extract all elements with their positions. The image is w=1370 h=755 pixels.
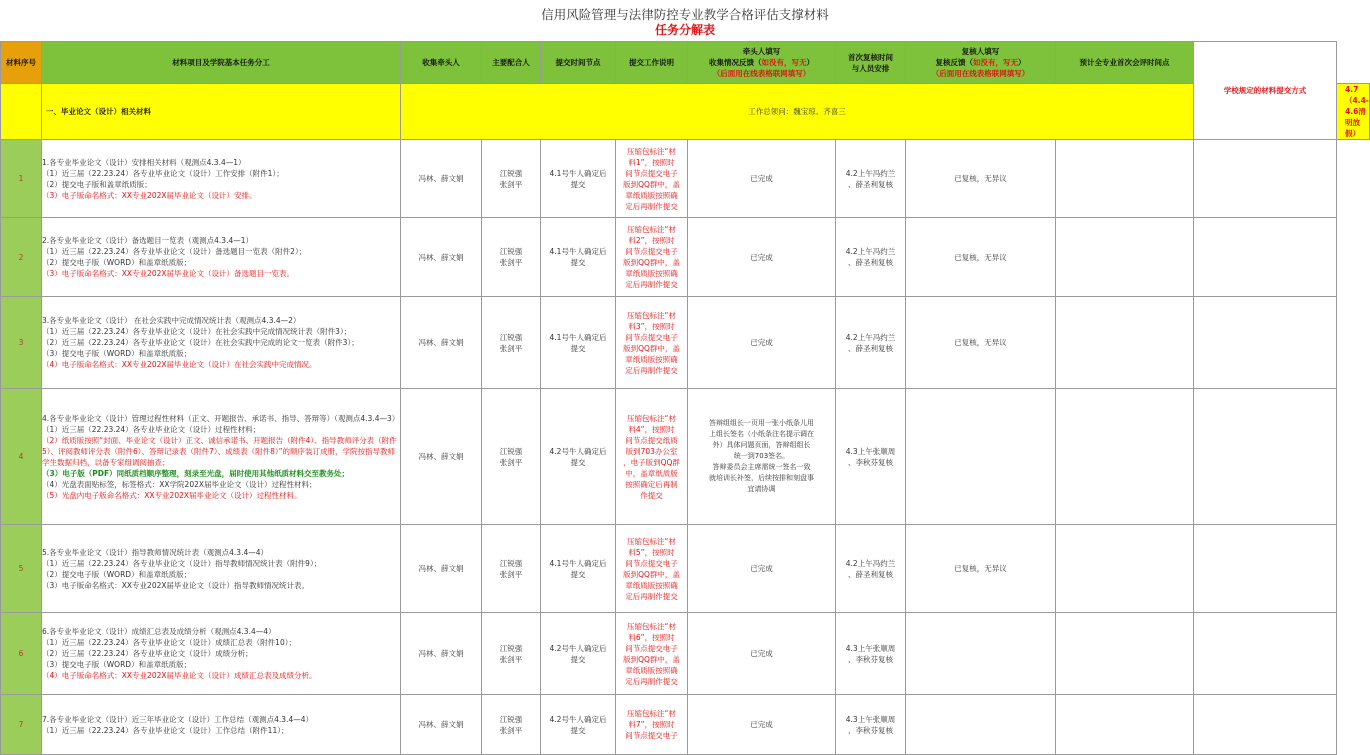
section-group-leaders[interactable]: 工作总领问：魏宝琼、齐喜三 [401, 84, 1194, 140]
material-line: （1）近三届（22.23.24）各专业毕业论文（设计）备选题目一览表（附件2）； [42, 247, 307, 256]
row-deadline[interactable] [541, 218, 616, 297]
row-estimate[interactable] [1056, 297, 1194, 389]
task-table [0, 41, 1370, 755]
row-lead-feedback[interactable] [688, 140, 836, 218]
material-line: （3）电子版（PDF）同纸质档顺序整理，刻录至光盘，届时使用其他纸质材料交至教务处； [42, 468, 350, 478]
header-material[interactable]: 材料项目及学院基本任务分工 [42, 42, 401, 84]
header-lead-feedback-l2 [688, 57, 835, 68]
row-first-review[interactable] [836, 297, 906, 389]
first-review-line: 4.3上午张顺周 [845, 714, 896, 724]
material-line: （2）近三届（22.23.24）各专业毕业论文（设计）在社会实践中完成的论文一览表（附件3）； [42, 338, 359, 347]
row-partner[interactable] [482, 695, 541, 755]
row-estimate[interactable] [1056, 389, 1194, 525]
header-reviewer-l1: 复核人填写 [961, 47, 1000, 56]
header-lead-feedback-l2a: 收集情况反馈（ [709, 58, 762, 67]
row-school-rule[interactable] [1194, 140, 1337, 218]
material-line: （3）电子版命名格式：XX专业202X届毕业论文（设计）指导教师情况统计表。 [42, 580, 309, 590]
explain-line: 版到QQ群中，盖 [623, 258, 680, 267]
first-review-line: 4.2上午冯约兰 [845, 168, 896, 178]
explain-line: 定后再制作提交 [625, 280, 678, 289]
row-school-rule[interactable] [1194, 389, 1337, 525]
explain-line: 中，盖章纸质版 [625, 468, 678, 478]
deadline-line: 4.2号牛人确定后 [549, 446, 607, 456]
row-seq[interactable]: 7 [1, 695, 42, 755]
explain-line: 压缩包标注“材 [627, 225, 676, 234]
section-estimate[interactable]: 4.7（4.4-4.6清明放假） [1337, 84, 1370, 140]
row-collector[interactable]: 冯林、薛文娟 [401, 695, 482, 755]
partner-line: 张剑平 [499, 725, 523, 735]
first-review-line: 4.2上午冯约兰 [845, 332, 896, 342]
deadline-line: 提交 [570, 258, 586, 267]
deadline-line: 提交 [570, 725, 586, 735]
row-lead-feedback[interactable] [688, 613, 836, 695]
row-deadline[interactable] [541, 613, 616, 695]
explain-line: 定后再制作提交 [625, 201, 678, 211]
explain-line: 版到QQ群中，盖 [623, 569, 680, 579]
partner-line: 张剑平 [499, 179, 523, 189]
explain-line: 压缩包标注“材 [627, 413, 676, 423]
row-estimate[interactable] [1056, 218, 1194, 297]
deadline-line: 4.1号牛人确定后 [549, 247, 607, 256]
header-reviewer-l2c: ） [1018, 58, 1026, 67]
explain-line: 料3”，按照时 [628, 321, 675, 331]
first-review-line: 、李秋芬复核 [848, 654, 893, 664]
material-line: （5）光盘内电子版命名格式：XX专业202X届毕业论文（设计）过程性材料。 [42, 490, 302, 500]
material-line: （1）近三届（22.23.24）各专业毕业论文（设计）过程性材料； [42, 424, 261, 434]
explain-line: 间节点提交电子 [625, 332, 678, 342]
row-explain[interactable] [616, 389, 688, 525]
material-line: （3）提交电子版（WORD）和盖章纸质版； [42, 660, 192, 669]
explain-line: 料2”，按照时 [628, 236, 675, 245]
header-explain[interactable]: 提交工作说明 [616, 42, 688, 84]
row-seq[interactable]: 2 [1, 218, 42, 297]
header-school-rule[interactable] [1194, 42, 1337, 140]
explain-line: 料5”，按照时 [628, 547, 675, 557]
row-collector[interactable]: 冯林、薛文娟 [401, 297, 482, 389]
explain-line: 版到QQ群中，盖 [623, 343, 680, 353]
row-partner[interactable] [482, 140, 541, 218]
explain-line: 章纸质版按照确 [625, 580, 678, 590]
row-school-rule[interactable] [1194, 297, 1337, 389]
row-lead-feedback[interactable] [688, 525, 836, 613]
material-line: 7.各专业毕业论文（设计）近三年毕业论文（设计）工作总结（观测点4.3.4—4） [42, 714, 314, 724]
row-seq[interactable]: 4 [1, 389, 42, 525]
material-line: （4）电子版命名格式：XX专业202X届毕业论文（设计）在社会实践中完成情况。 [42, 360, 317, 369]
material-line: 4.各专业毕业论文（设计）管理过程性材料（正文、开题报告、承诺书、指导、答辩等）（观测点4.3.4—3） [42, 413, 400, 423]
row-review[interactable]: 已复核，无异议 [906, 297, 1056, 389]
explain-line: 定后再制作提交 [625, 591, 678, 601]
row-material[interactable] [42, 297, 401, 389]
header-first-review-l1: 首次复核时间 [848, 52, 893, 62]
row-partner[interactable] [482, 297, 541, 389]
partner-line: 江锐强 [499, 332, 523, 342]
material-line: （2）近三届（22.23.24）各专业毕业论文（设计）成绩分析； [42, 649, 253, 658]
material-line: （2）提交电子版（WORD）和盖章纸质版； [42, 258, 192, 267]
header-partner[interactable]: 主要配合人 [482, 42, 541, 84]
partner-line: 张剑平 [499, 258, 523, 267]
material-line: （1）近三届（22.23.24）各专业毕业论文（设计）工作总结（附件11）； [42, 725, 289, 735]
explain-line: 间节点提交电子 [625, 247, 678, 256]
explain-line: 按照确定后再制 [625, 479, 678, 489]
feedback-line: 上组长签名（小纸条注名提示调在 [709, 430, 814, 438]
first-review-line: 、李秋芬复核 [848, 457, 893, 467]
row-seq[interactable]: 3 [1, 297, 42, 389]
table-row [1, 613, 1370, 695]
row-deadline[interactable] [541, 695, 616, 755]
table-row [1, 218, 1370, 297]
feedback-line: 已完成 [750, 720, 773, 729]
row-review[interactable] [906, 695, 1056, 755]
first-review-line: 、薛圣利复核 [848, 569, 893, 579]
row-school-rule[interactable] [1194, 695, 1337, 755]
feedback-line: 统一到703签名。 [733, 452, 790, 460]
material-line: （2）提交电子版和盖章纸质版； [42, 179, 152, 189]
feedback-line: 已完成 [750, 649, 773, 658]
material-line: （2）纸质版按照“封面、毕业论文（设计）正文、诚信承诺书、开题报告（附件4）、指导教师评分表（附件5）、评阅教师评分表（附件6）、答辩记录表（附件7）、成绩表（附件8）”的顺序装订成册，学院按指导教师学生数据归档，以备专家组调阅抽查； [42, 435, 397, 467]
section-row [1, 84, 1370, 140]
row-lead-feedback[interactable] [688, 297, 836, 389]
row-review[interactable]: 已复核，无异议 [906, 218, 1056, 297]
row-material[interactable] [42, 525, 401, 613]
explain-line: 压缩包标注“材 [627, 709, 676, 718]
table-row [1, 297, 1370, 389]
header-lead-feedback-l3: （后面用在线表格联网填写） [712, 69, 811, 78]
material-line: （3）提交电子版（WORD）和盖章纸质版； [42, 349, 192, 358]
row-seq[interactable]: 5 [1, 525, 42, 613]
material-line: 5.各专业毕业论文（设计）指导教师情况统计表（观测点4.3.4—4） [42, 547, 269, 557]
row-school-rule[interactable] [1194, 218, 1337, 297]
first-review-line: 4.3上午张顺周 [845, 643, 896, 653]
header-reviewer-l3: （后面用在线表格联网填写） [931, 69, 1030, 78]
header-seq[interactable]: 材料序号 [1, 42, 42, 84]
row-lead-feedback[interactable] [688, 218, 836, 297]
header-first-review-l2: 与人员安排 [851, 63, 890, 73]
first-review-line: 、薛圣利复核 [848, 258, 893, 267]
explain-line: 作提交 [640, 490, 663, 500]
header-deadline[interactable]: 提交时间节点 [541, 42, 616, 84]
row-deadline[interactable] [541, 140, 616, 218]
row-partner[interactable] [482, 389, 541, 525]
deadline-line: 提交 [570, 457, 586, 467]
row-first-review[interactable] [836, 140, 906, 218]
feedback-line: 已完成 [750, 564, 773, 573]
partner-line: 张剑平 [499, 457, 523, 467]
row-lead-feedback[interactable] [688, 695, 836, 755]
explain-line: 压缩包标注“材 [627, 310, 676, 320]
partner-line: 江锐强 [499, 643, 523, 653]
explain-line: 版到QQ群中，盖 [623, 179, 680, 189]
rows-body [1, 140, 1370, 755]
row-explain[interactable] [616, 297, 688, 389]
explain-line: 间节点提交电子 [625, 168, 678, 178]
row-collector[interactable]: 冯林、薛文娟 [401, 389, 482, 525]
header-lead-feedback[interactable] [688, 42, 836, 84]
explain-line: 压缩包标注“材 [627, 621, 676, 631]
table-row [1, 140, 1370, 218]
header-reviewer-l2b: 如没有，写无 [973, 58, 1018, 67]
first-review-line: 4.3上午张顺周 [845, 446, 896, 456]
table-row [1, 525, 1370, 613]
row-estimate[interactable] [1056, 525, 1194, 613]
explain-line: 料1”，按照时 [628, 157, 675, 167]
material-line: 6.各专业毕业论文（设计）成绩汇总表及成绩分析（观测点4.3.4—4） [42, 627, 276, 636]
row-estimate[interactable] [1056, 140, 1194, 218]
partner-line: 张剑平 [499, 654, 523, 664]
material-line: （4）光盘表面贴标签，标签格式：XX学院202X届毕业论文（设计）过程性材料； [42, 479, 317, 489]
explain-line: 间节点提交电子 [625, 643, 678, 653]
row-review[interactable] [906, 389, 1056, 525]
feedback-line: 就培训长补签，后续按排和刻盘事 [709, 474, 814, 482]
deadline-line: 4.1号牛人确定后 [549, 558, 607, 568]
explain-line: 压缩包标注“材 [627, 146, 676, 156]
row-partner[interactable] [482, 613, 541, 695]
material-line: （3）电子版命名格式：XX专业202X届毕业论文（设计）备选题目一览表。 [42, 269, 294, 278]
row-lead-feedback[interactable] [688, 389, 836, 525]
header-estimate[interactable]: 预计全专业首次会评时间点 [1056, 42, 1194, 84]
row-deadline[interactable] [541, 525, 616, 613]
table-row [1, 695, 1370, 755]
row-estimate[interactable] [1056, 613, 1194, 695]
row-review[interactable]: 已复核，无异议 [906, 525, 1056, 613]
deadline-line: 提交 [570, 343, 586, 353]
partner-line: 张剑平 [499, 343, 523, 353]
row-first-review[interactable] [836, 525, 906, 613]
row-explain[interactable] [616, 218, 688, 297]
school-rule-note: 学校规定的材料提交方式 [1223, 86, 1307, 95]
row-explain[interactable] [616, 613, 688, 695]
row-material[interactable] [42, 695, 401, 755]
feedback-line: 答辩组组长一页用一张小纸条儿用 [709, 419, 814, 427]
material-line: （4）电子版命名格式：XX专业202X届毕业论文（设计）成绩汇总表及成绩分析。 [42, 671, 317, 680]
feedback-line: 已完成 [750, 174, 773, 183]
row-deadline[interactable] [541, 297, 616, 389]
explain-line: 压缩包标注“材 [627, 536, 676, 546]
header-lead-feedback-l2c: ） [806, 58, 814, 67]
row-review[interactable]: 已复核，无异议 [906, 140, 1056, 218]
row-first-review[interactable] [836, 218, 906, 297]
row-school-rule[interactable] [1194, 525, 1337, 613]
explain-line: 间节点提交电子 [625, 558, 678, 568]
sheet-title-block [0, 0, 1370, 41]
material-line: （3）电子版命名格式：XX专业202X届毕业论文（设计）安排。 [42, 190, 257, 200]
feedback-line: 答辩委员会主席需统一签名一致 [712, 463, 811, 471]
row-first-review[interactable] [836, 695, 906, 755]
material-line: （1）近三届（22.23.24）各专业毕业论文（设计）在社会实践中完成情况统计表（附件3）； [42, 327, 352, 336]
row-partner[interactable] [482, 525, 541, 613]
material-line: （1）近三届（22.23.24）各专业毕业论文（设计）成绩汇总表（附件10）； [42, 638, 296, 647]
row-material[interactable] [42, 389, 401, 525]
material-line: 3.各专业毕业论文（设计） 在社会实践中完成情况统计表（观测点4.3.4—2） [42, 316, 301, 325]
material-line: （1）近三届（22.23.24）各专业毕业论文（设计）工作安排（附件1）； [42, 168, 284, 178]
explain-line: 料7”，按照时 [628, 720, 675, 729]
header-reviewer-l2a: 复核反馈（ [935, 58, 973, 67]
first-review-line: 、薛圣利复核 [848, 343, 893, 353]
first-review-line: 4.2上午冯约兰 [845, 558, 896, 568]
partner-line: 江锐强 [499, 446, 523, 456]
first-review-line: 、薛圣利复核 [848, 179, 893, 189]
header-reviewer[interactable] [906, 42, 1056, 84]
first-review-line: 4.2上午冯约兰 [845, 247, 896, 256]
deadline-line: 4.2号牛人确定后 [549, 643, 607, 653]
header-collector[interactable]: 收集牵头人 [401, 42, 482, 84]
section-seq-empty [1, 84, 42, 140]
row-material[interactable] [42, 140, 401, 218]
deadline-line: 4.1号牛人确定后 [549, 168, 607, 178]
material-line: 2.各专业毕业论文（设计）备选题目一览表（观测点4.3.4—1） [42, 236, 254, 245]
explain-line: ，电子版到QQ群 [623, 457, 680, 467]
row-estimate[interactable] [1056, 695, 1194, 755]
partner-line: 江锐强 [499, 558, 523, 568]
row-collector[interactable]: 冯林、薛文娟 [401, 525, 482, 613]
row-explain[interactable] [616, 695, 688, 755]
explain-line: 章纸质版按照确 [625, 354, 678, 364]
deadline-line: 提交 [570, 569, 586, 579]
section-title[interactable]: 一、毕业论文（设计）相关材料 [42, 84, 401, 140]
row-collector[interactable]: 冯林、薛文娟 [401, 140, 482, 218]
deadline-line: 提交 [570, 654, 586, 664]
sheet-title: 信用风险管理与法律防控专业教学合格评估支撑材料 [541, 7, 829, 22]
deadline-line: 提交 [570, 179, 586, 189]
first-review-line: 、李秋芬复核 [848, 725, 893, 735]
deadline-line: 4.1号牛人确定后 [549, 332, 607, 342]
explain-line: 料4”，按照时 [628, 424, 675, 434]
explain-line: 版到703办公室 [625, 446, 678, 456]
material-line: （1）近三届（22.23.24）各专业毕业论文（设计）指导教师情况统计表（附件9）； [42, 558, 322, 568]
explain-line: 间节点提交纸质 [625, 435, 678, 445]
explain-line: 定后再制作提交 [625, 676, 678, 686]
row-explain[interactable] [616, 525, 688, 613]
explain-line: 间节点提交电子 [625, 731, 678, 740]
row-partner[interactable] [482, 218, 541, 297]
row-review[interactable] [906, 613, 1056, 695]
row-deadline[interactable] [541, 389, 616, 525]
feedback-line: 已完成 [750, 252, 773, 262]
header-row [1, 42, 1370, 84]
explain-line: 料6”，按照时 [628, 632, 675, 642]
header-reviewer-l2 [906, 57, 1055, 68]
material-line: 1.各专业毕业论文（设计）安排相关材料（观测点4.3.4—1） [42, 157, 246, 167]
row-collector[interactable]: 冯林、薛文娟 [401, 218, 482, 297]
row-explain[interactable] [616, 140, 688, 218]
material-line: （2）提交电子版（WORD）和盖章纸质版； [42, 569, 192, 579]
feedback-line: 已完成 [750, 338, 773, 347]
explain-line: 章纸质版按照确 [625, 269, 678, 278]
row-seq[interactable]: 6 [1, 613, 42, 695]
explain-line: 章纸质版按照确 [625, 665, 678, 675]
partner-line: 江锐强 [499, 714, 523, 724]
row-material[interactable] [42, 613, 401, 695]
explain-line: 章纸质版按照确 [625, 190, 678, 200]
row-seq[interactable]: 1 [1, 140, 42, 218]
header-lead-feedback-l1: 牵头人填写 [742, 47, 781, 56]
deadline-line: 4.2号牛人确定后 [549, 714, 607, 724]
row-first-review[interactable] [836, 389, 906, 525]
row-collector[interactable]: 冯林、薛文娟 [401, 613, 482, 695]
header-first-review[interactable] [836, 42, 906, 84]
partner-line: 张剑平 [499, 569, 523, 579]
table-row [1, 389, 1370, 525]
feedback-line: 宜请协调 [747, 485, 776, 493]
explain-line: 定后再制作提交 [625, 365, 678, 375]
row-first-review[interactable] [836, 613, 906, 695]
sheet-subtitle: 任务分解表 [654, 23, 715, 37]
partner-line: 江锐强 [499, 247, 523, 256]
header-lead-feedback-l2b: 如没有，写无 [761, 58, 807, 67]
partner-line: 江锐强 [499, 168, 523, 178]
row-material[interactable] [42, 218, 401, 297]
explain-line: 版到QQ群中，盖 [623, 654, 680, 664]
feedback-line: 外）具体问题页面，答辩组组长 [712, 441, 811, 449]
row-school-rule[interactable] [1194, 613, 1337, 695]
